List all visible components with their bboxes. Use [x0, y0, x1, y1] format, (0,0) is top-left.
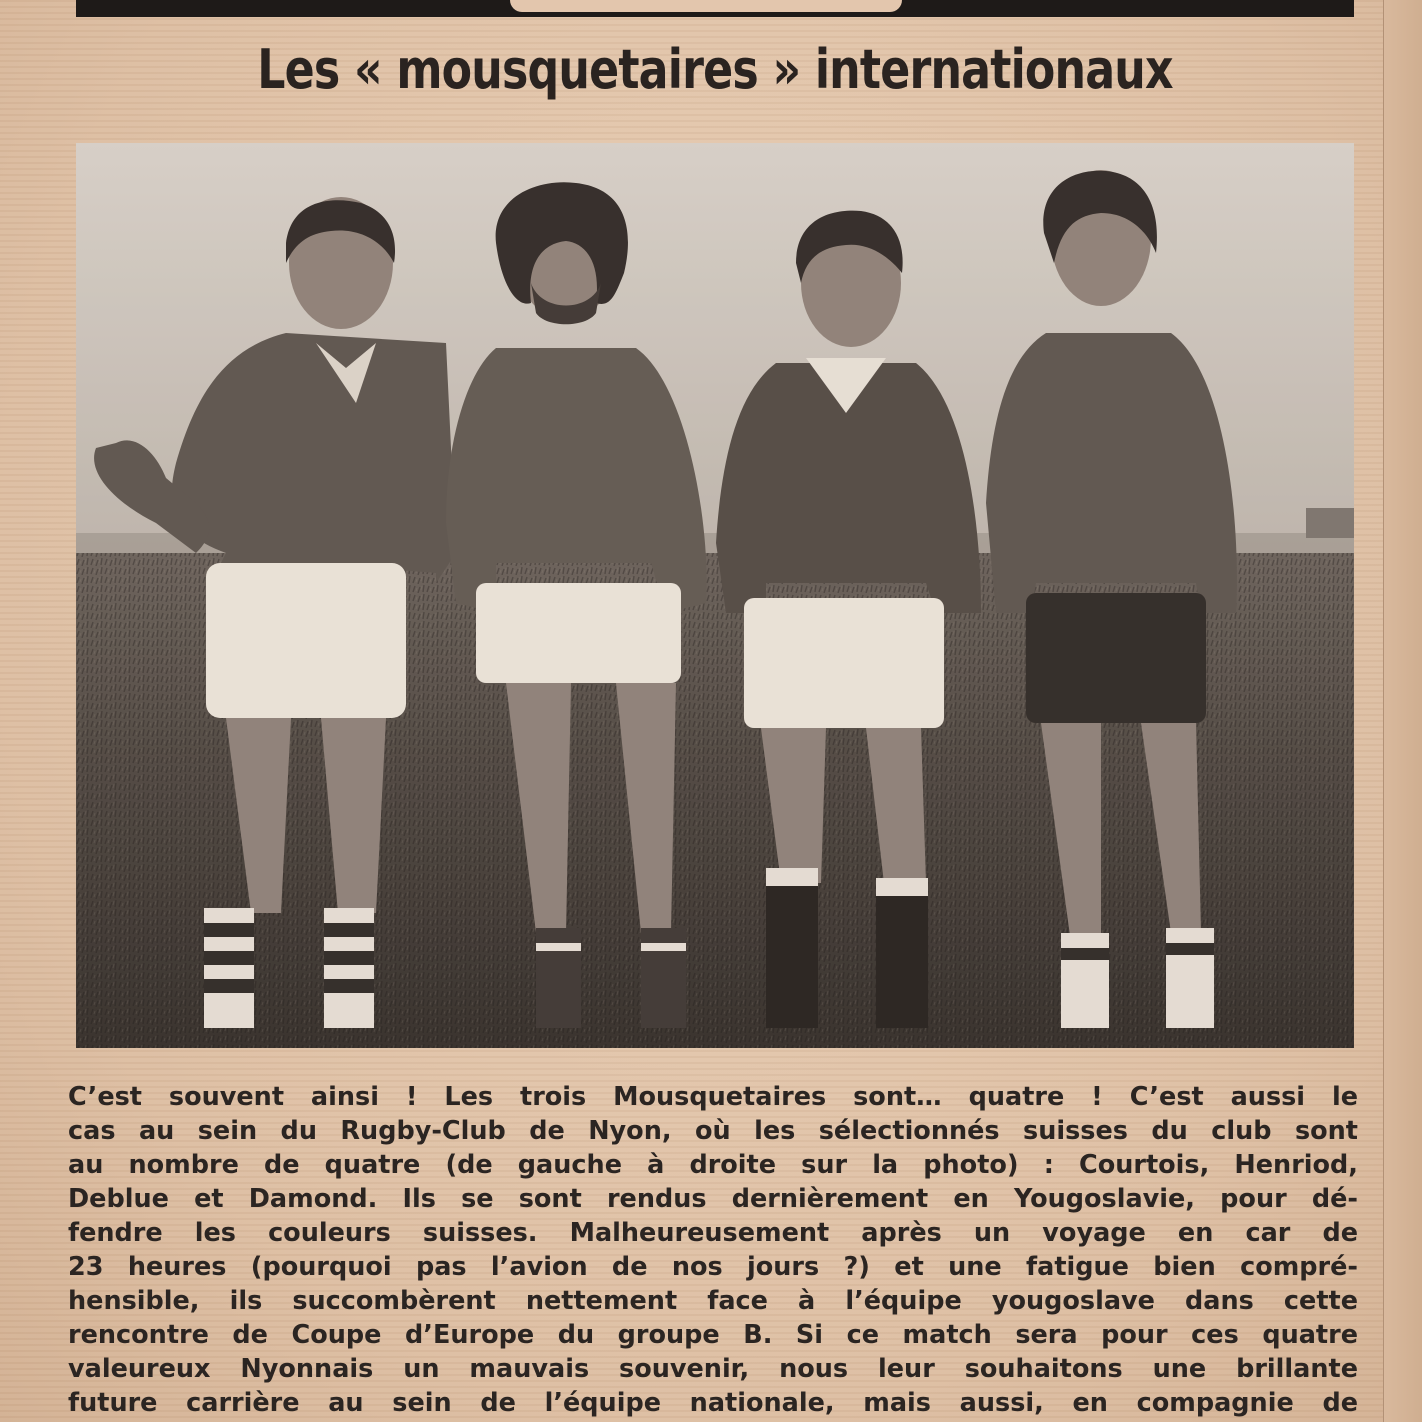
- caption-line: C’est souvent ainsi ! Les trois Mousquetaires sont… quatre ! C’est aussi le: [68, 1082, 1358, 1112]
- caption-line: au nombre de quatre (de gauche à droite sur la photo) : Courtois, Henriod,: [68, 1150, 1358, 1180]
- caption-line: 23 heures (pourquoi pas l’avion de nos jours ?) et une fatigue bien compré-: [68, 1252, 1358, 1282]
- team-photo-graphic: [76, 143, 1354, 1048]
- top-tab: [508, 0, 904, 14]
- caption-line: cas au sein du Rugby-Club de Nyon, où les sélectionnés suisses du club sont: [68, 1116, 1358, 1146]
- caption-line: valeureux Nyonnais un mauvais souvenir, nous leur souhaitons une brillante: [68, 1354, 1358, 1384]
- caption-line: Deblue et Damond. Ils se sont rendus dernièrement en Yougoslavie, pour dé-: [68, 1184, 1358, 1214]
- headline: Les « mousquetaires » internationaux: [257, 38, 1173, 101]
- caption-line: hensible, ils succombèrent nettement face à l’équipe yougoslave dans cette: [68, 1286, 1358, 1316]
- adjacent-column-strip: [1383, 0, 1422, 1422]
- team-photo: [76, 143, 1354, 1048]
- caption-text: [68, 1080, 1358, 1420]
- caption-line: rencontre de Coupe d’Europe du groupe B. Si ce match sera pour ces quatre: [68, 1320, 1358, 1350]
- caption-line: future carrière au sein de l’équipe nationale, mais aussi, en compagnie de: [68, 1388, 1358, 1418]
- caption-line: fendre les couleurs suisses. Malheureusement après un voyage en car de: [68, 1218, 1358, 1248]
